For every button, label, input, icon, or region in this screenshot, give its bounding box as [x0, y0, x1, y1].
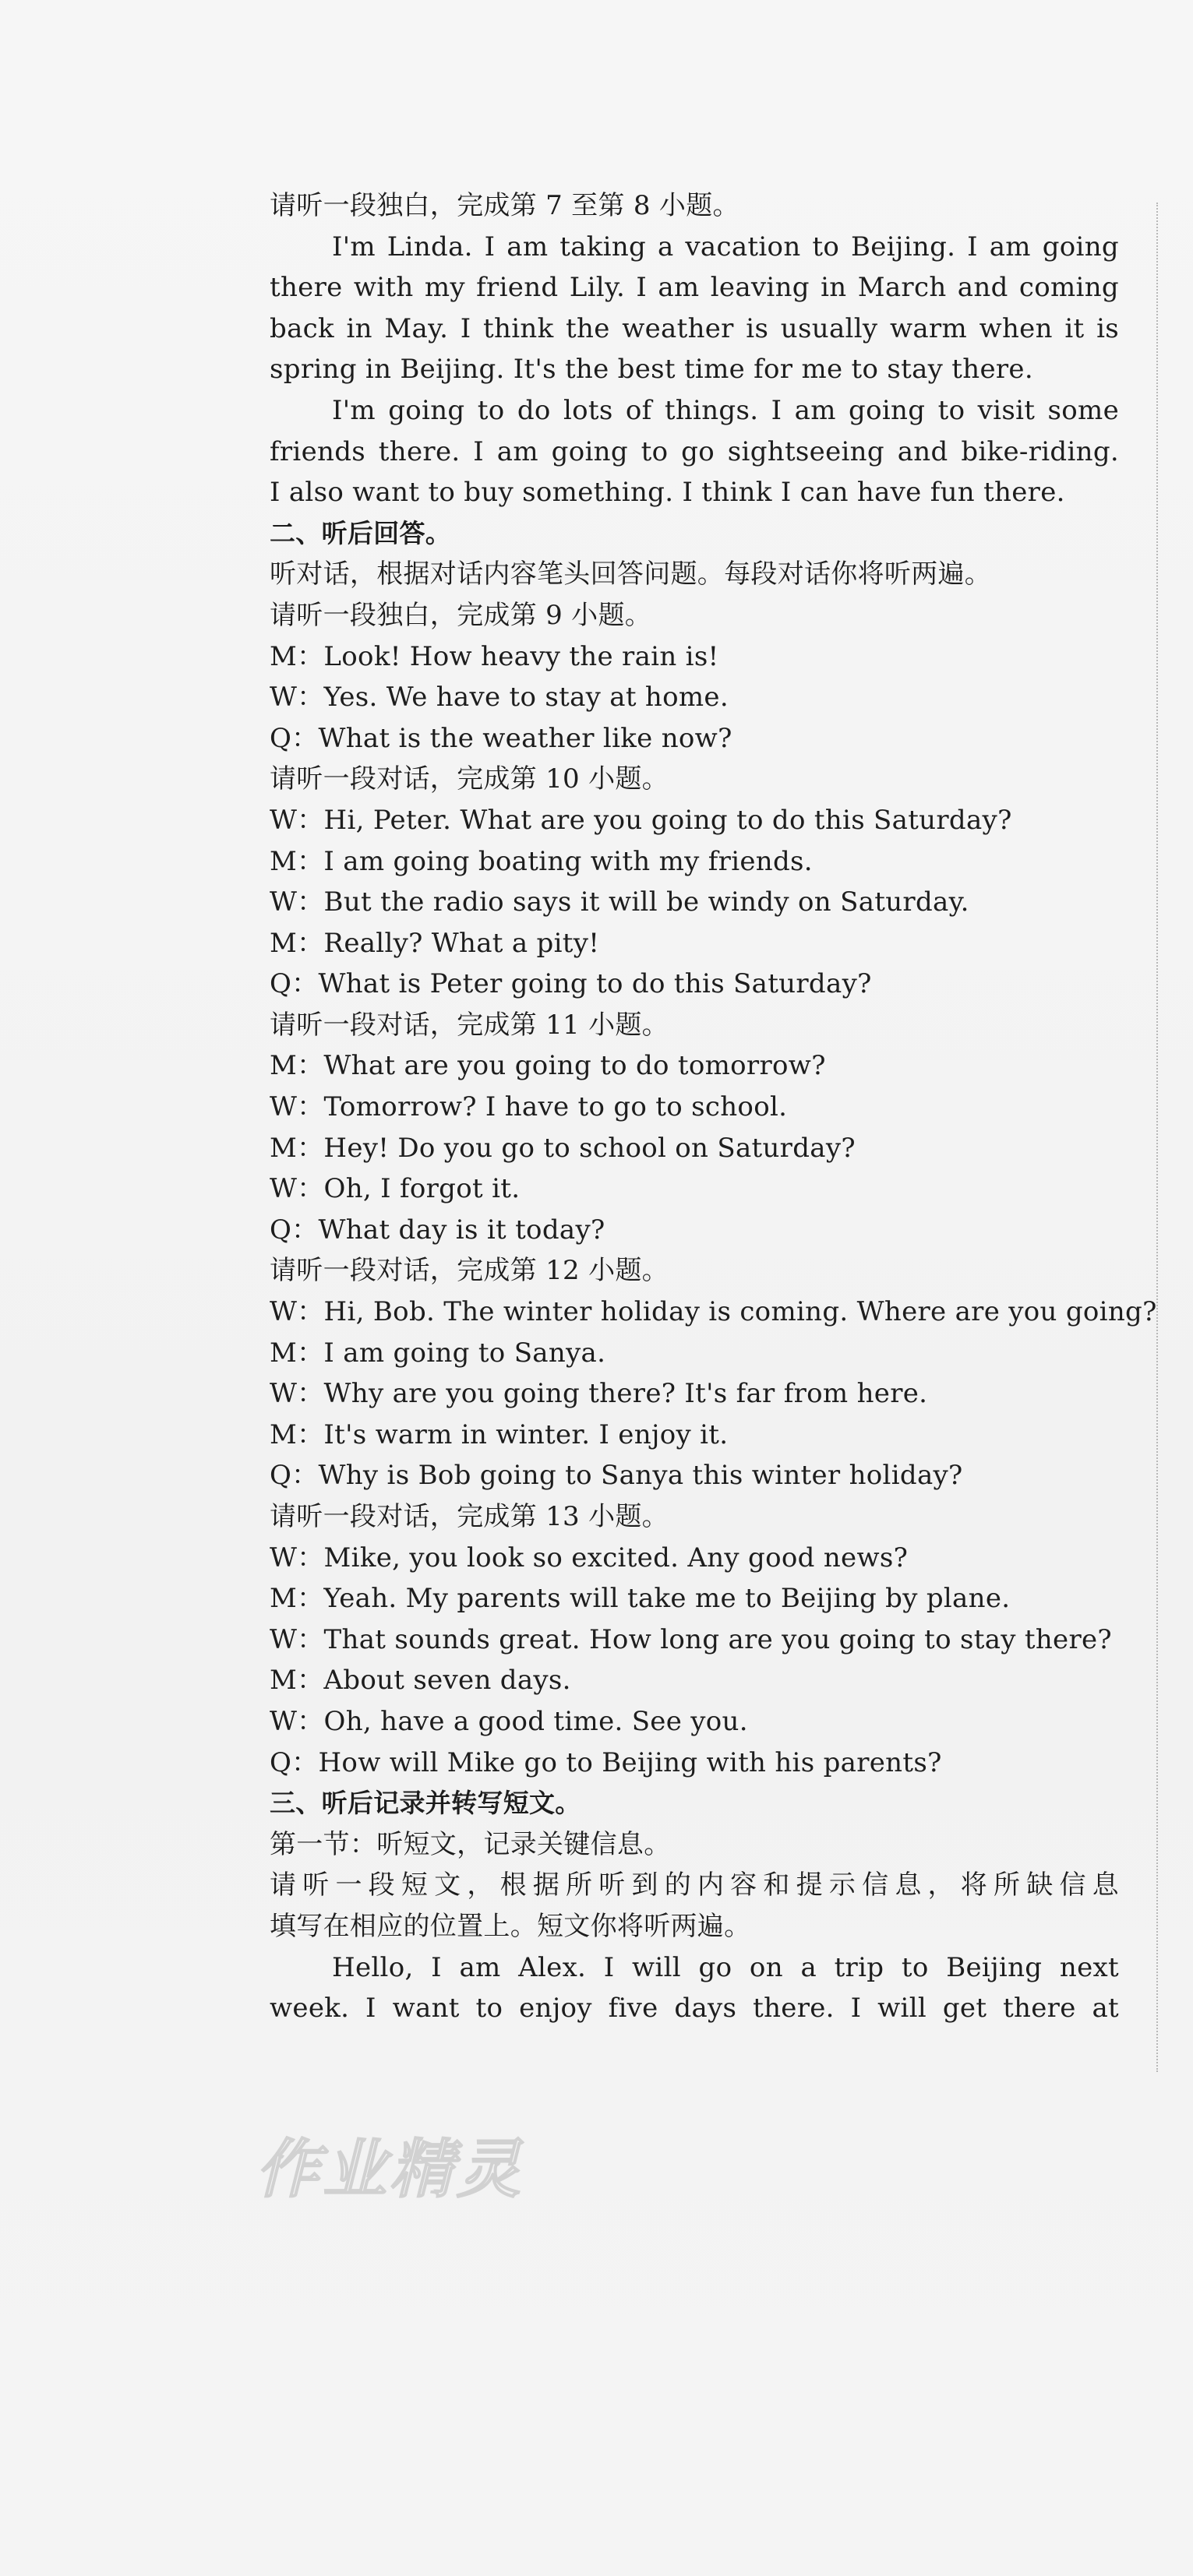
text-line: 填写在相应的位置上。短文你将听两遍。 [270, 1910, 751, 1942]
margin-rule [1156, 203, 1158, 2072]
text-line: M：Really? What a pity! [270, 927, 600, 959]
watermark-logo: 作业精灵 [256, 2133, 524, 2207]
text-line: week. I want to enjoy five days there. I will get there at [270, 1993, 1119, 2025]
text-line: W：But the radio says it will be windy on Saturday. [270, 886, 969, 918]
text-line: 请听一段独白，完成第 7 至第 8 小题。 [270, 190, 739, 221]
text-line: Q：What day is it today? [270, 1214, 605, 1246]
text-line: M：Hey! Do you go to school on Saturday? [270, 1132, 856, 1164]
text-line: W：Why are you going there? It's far from here. [270, 1378, 928, 1410]
text-line: W：That sounds great. How long are you going to stay there? [270, 1623, 1112, 1655]
text-line: W：Oh, I forgot it. [270, 1173, 521, 1205]
text-line: 请听一段独白，完成第 9 小题。 [270, 599, 652, 631]
text-line: I'm Linda. I am taking a vacation to Beijing. I am going [332, 231, 1119, 263]
text-line: 请听一段对话，完成第 12 小题。 [270, 1255, 669, 1287]
page-content [270, 185, 1157, 2029]
text-line: M：I am going to Sanya. [270, 1337, 606, 1369]
text-line: back in May. I think the weather is usually warm when it is [270, 312, 1119, 344]
text-line: Q：Why is Bob going to Sanya this winter holiday? [270, 1460, 963, 1492]
text-line: W：Yes. We have to stay at home. [270, 682, 729, 714]
text-line: Q：What is the weather like now? [270, 722, 732, 754]
text-line: M：I am going boating with my friends. [270, 845, 813, 877]
text-line: W：Hi, Bob. The winter holiday is coming. Where are you going? [270, 1296, 1157, 1328]
text-line: M：What are you going to do tomorrow? [270, 1050, 826, 1082]
text-line: Q：What is Peter going to do this Saturday? [270, 968, 872, 1000]
text-line: Hello, I am Alex. I will go on a trip to Beijing next [332, 1951, 1119, 1983]
text-line: Q：How will Mike go to Beijing with his parents? [270, 1746, 942, 1778]
text-line: W：Tomorrow? I have to go to school. [270, 1091, 788, 1123]
text-line: 请听一段短文，根据所听到的内容和提示信息，将所缺信息 [270, 1869, 1119, 1901]
text-line: 请听一段对话，完成第 11 小题。 [270, 1009, 669, 1041]
text-line: friends there. I am going to go sightseeing and bike-riding. [270, 435, 1119, 467]
text-line: W：Mike, you look so excited. Any good news? [270, 1542, 909, 1573]
text-line: 请听一段对话，完成第 13 小题。 [270, 1501, 669, 1532]
text-line: 听对话，根据对话内容笔头回答问题。每段对话你将听两遍。 [270, 559, 992, 590]
text-line: spring in Beijing. It's the best time for me to stay there. [270, 354, 1033, 386]
text-line: 请听一段对话，完成第 10 小题。 [270, 763, 669, 795]
text-line: I also want to buy something. I think I can have fun there. [270, 477, 1065, 509]
text-line: W：Oh, have a good time. See you. [270, 1705, 748, 1737]
text-line: W：Hi, Peter. What are you going to do this Saturday? [270, 804, 1012, 836]
text-line: M：Look! How heavy the rain is! [270, 640, 719, 672]
text-line: there with my friend Lily. I am leaving in March and coming [270, 272, 1119, 304]
text-line: M：It's warm in winter. I enjoy it. [270, 1418, 729, 1450]
section-heading: 三、听后记录并转写短文。 [270, 1788, 581, 1819]
section-heading: 二、听后回答。 [270, 517, 452, 548]
text-line: I'm going to do lots of things. I am going to visit some [332, 394, 1119, 426]
text-line: M：About seven days. [270, 1665, 571, 1697]
text-line: M：Yeah. My parents will take me to Beijing by plane. [270, 1583, 1011, 1615]
text-line: 第一节：听短文，记录关键信息。 [270, 1828, 671, 1860]
